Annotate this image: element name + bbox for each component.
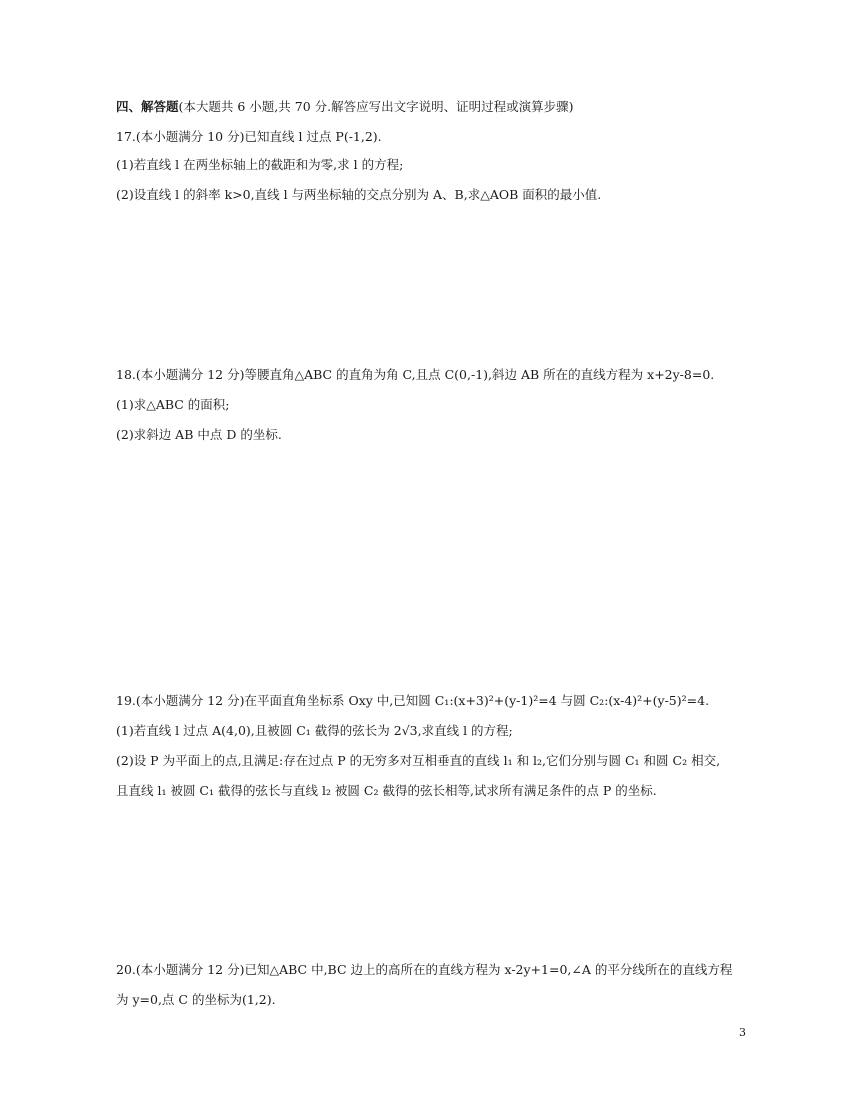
q18-part1: (1)求△ABC 的面积; bbox=[116, 397, 230, 412]
q19-part1: (1)若直线 l 过点 A(4,0),且被圆 C₁ 截得的弦长为 2√3,求直线 l 的方程; bbox=[116, 723, 513, 738]
q17-stem: 17.(本小题满分 10 分)已知直线 l 过点 P(-1,2). bbox=[116, 129, 382, 144]
section-note: (本大题共 6 小题,共 70 分.解答应写出文字说明、证明过程或演算步骤) bbox=[178, 99, 574, 114]
q19-part2-line2: 且直线 l₁ 被圆 C₁ 截得的弦长与直线 l₂ 被圆 C₂ 截得的弦长相等,试求所有满足条件的点 P 的坐标. bbox=[116, 783, 657, 798]
q18-part2: (2)求斜边 AB 中点 D 的坐标. bbox=[116, 427, 282, 442]
section-header bbox=[116, 99, 573, 115]
q17-part1: (1)若直线 l 在两坐标轴上的截距和为零,求 l 的方程; bbox=[116, 157, 404, 172]
q17-part2: (2)设直线 l 的斜率 k>0,直线 l 与两坐标轴的交点分别为 A、B,求△AOB 面积的最小值. bbox=[116, 187, 602, 202]
q20-stem-line2: 为 y=0,点 C 的坐标为(1,2). bbox=[116, 992, 276, 1007]
q18-stem: 18.(本小题满分 12 分)等腰直角△ABC 的直角为角 C,且点 C(0,-1),斜边 AB 所在的直线方程为 x+2y-8=0. bbox=[116, 367, 715, 382]
q19-part2-line1: (2)设 P 为平面上的点,且满足:存在过点 P 的无穷多对互相垂直的直线 l₁ 和 l₂,它们分别与圆 C₁ 和圆 C₂ 相交, bbox=[116, 753, 721, 768]
page-number: 3 bbox=[739, 1026, 746, 1039]
section-title: 四、解答题 bbox=[116, 99, 179, 114]
q20-stem-line1: 20.(本小题满分 12 分)已知△ABC 中,BC 边上的高所在的直线方程为 x-2y+1=0,∠A 的平分线所在的直线方程 bbox=[116, 962, 733, 977]
q19-stem: 19.(本小题满分 12 分)在平面直角坐标系 Oxy 中,已知圆 C₁:(x+3)²+(y-1)²=4 与圆 C₂:(x-4)²+(y-5)²=4. bbox=[116, 693, 710, 708]
